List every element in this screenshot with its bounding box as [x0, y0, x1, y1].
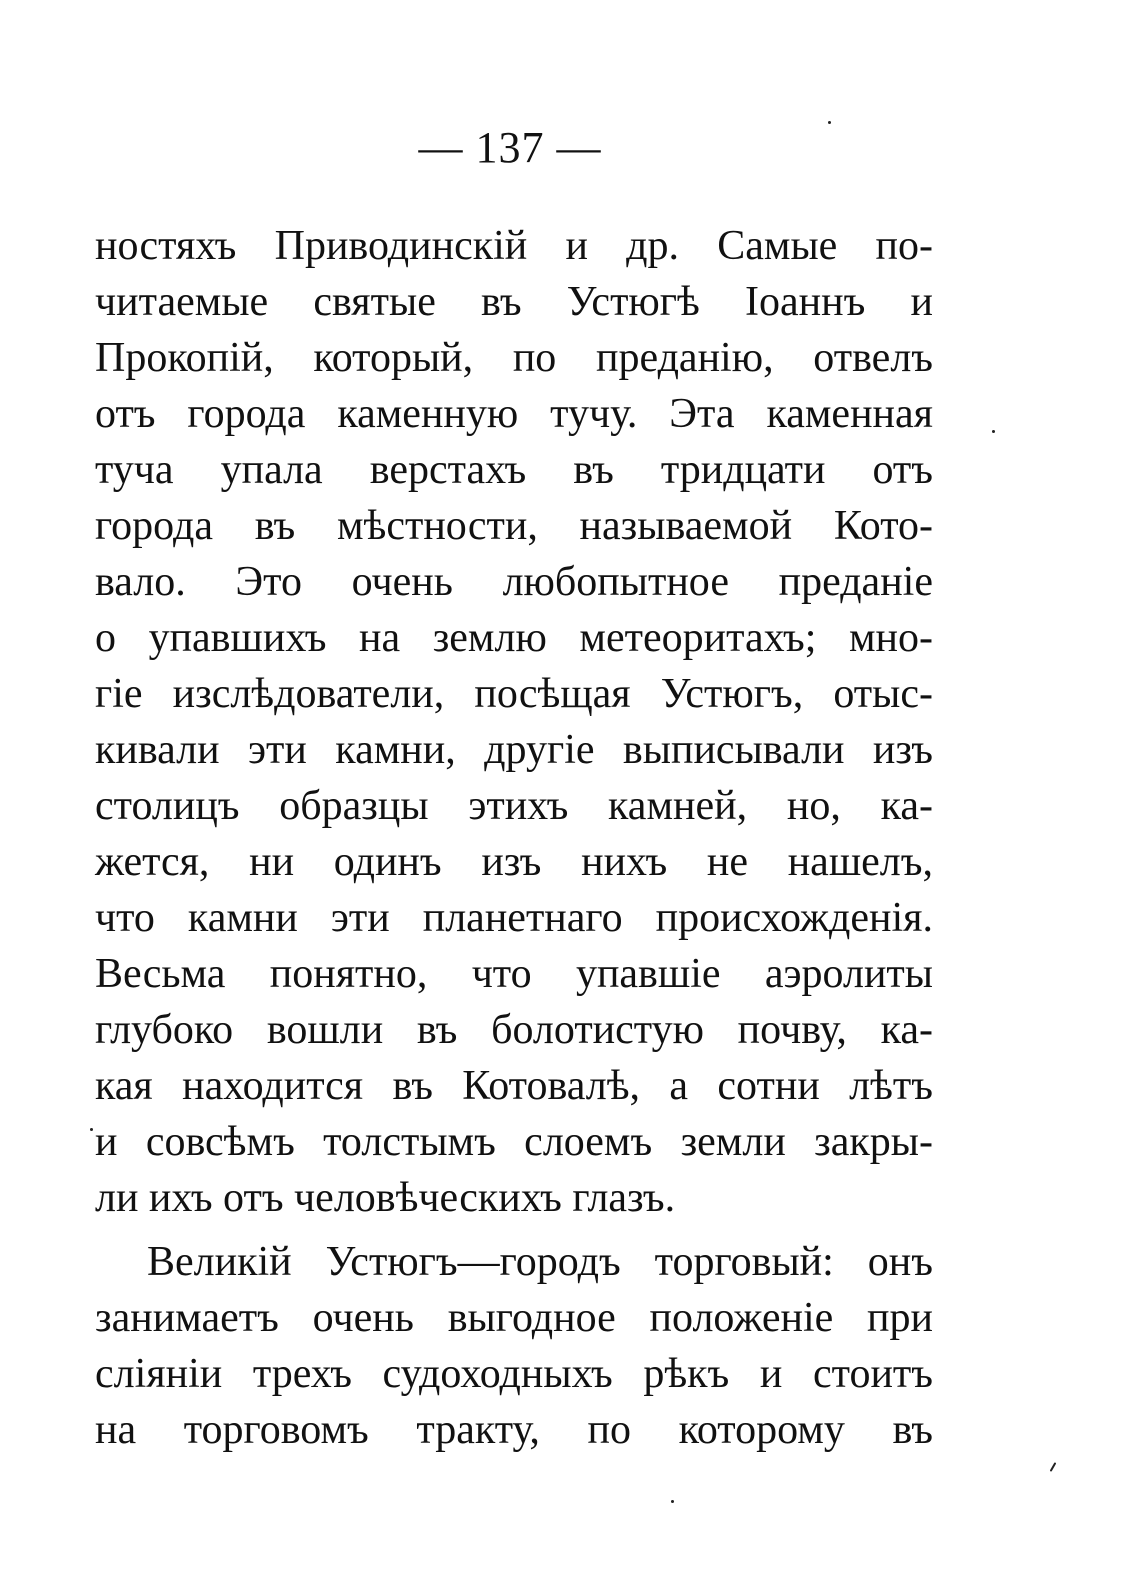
text-line: о упавшихъ на землю метеоритахъ; мно- [95, 615, 933, 661]
text-line: читаемые святые въ Устюгѣ Іоаннъ и [95, 279, 933, 325]
text-line: гіе изслѣдователи, посѣщая Устюгъ, отыс- [95, 671, 933, 717]
body-text [95, 218, 933, 1458]
text-line: Прокопій, который, по преданію, отвелъ [95, 335, 933, 381]
paragraph [95, 218, 933, 1226]
scan-speck [1050, 1462, 1057, 1472]
text-line: занимаетъ очень выгодное положеніе при [95, 1295, 933, 1341]
scan-speck [671, 1500, 674, 1503]
text-line: отъ города каменную тучу. Эта каменная [95, 391, 933, 437]
text-line: на торговомъ тракту, по которому въ [95, 1407, 933, 1453]
text-line: Весьма понятно, что упавшіе аэролиты [95, 951, 933, 997]
page-number: — 137 — [418, 123, 602, 172]
text-line: Великій Устюгъ—городъ торговый: онъ [147, 1239, 933, 1285]
text-line: глубоко вошли въ болотистую почву, ка- [95, 1007, 933, 1053]
scan-speck [992, 430, 995, 433]
text-line: города въ мѣстности, называемой Кото- [95, 503, 933, 549]
scan-speck [90, 1128, 93, 1131]
text-line: столицъ образцы этихъ камней, но, ка- [95, 783, 933, 829]
text-line: что камни эти планетнаго происхожденія. [95, 895, 933, 941]
text-line: ностяхъ Приводинскій и др. Самые по- [95, 223, 933, 269]
text-line: жется, ни одинъ изъ нихъ не нашелъ, [95, 839, 933, 885]
text-line: ли ихъ отъ человѣческихъ глазъ. [95, 1175, 676, 1221]
text-line: сліяніи трехъ судоходныхъ рѣкъ и стоитъ [95, 1351, 933, 1397]
text-line: кивали эти камни, другіе выписывали изъ [95, 727, 933, 773]
text-line: и совсѣмъ толстымъ слоемъ земли закры- [95, 1119, 933, 1165]
paragraph [95, 1234, 933, 1458]
scan-speck [828, 121, 831, 124]
text-line: кая находится въ Котовалѣ, а сотни лѣтъ [95, 1063, 933, 1109]
paragraph-gap [95, 1226, 933, 1234]
text-line: вало. Это очень любопытное преданіе [95, 559, 933, 605]
text-line: туча упала верстахъ въ тридцати отъ [95, 447, 933, 493]
